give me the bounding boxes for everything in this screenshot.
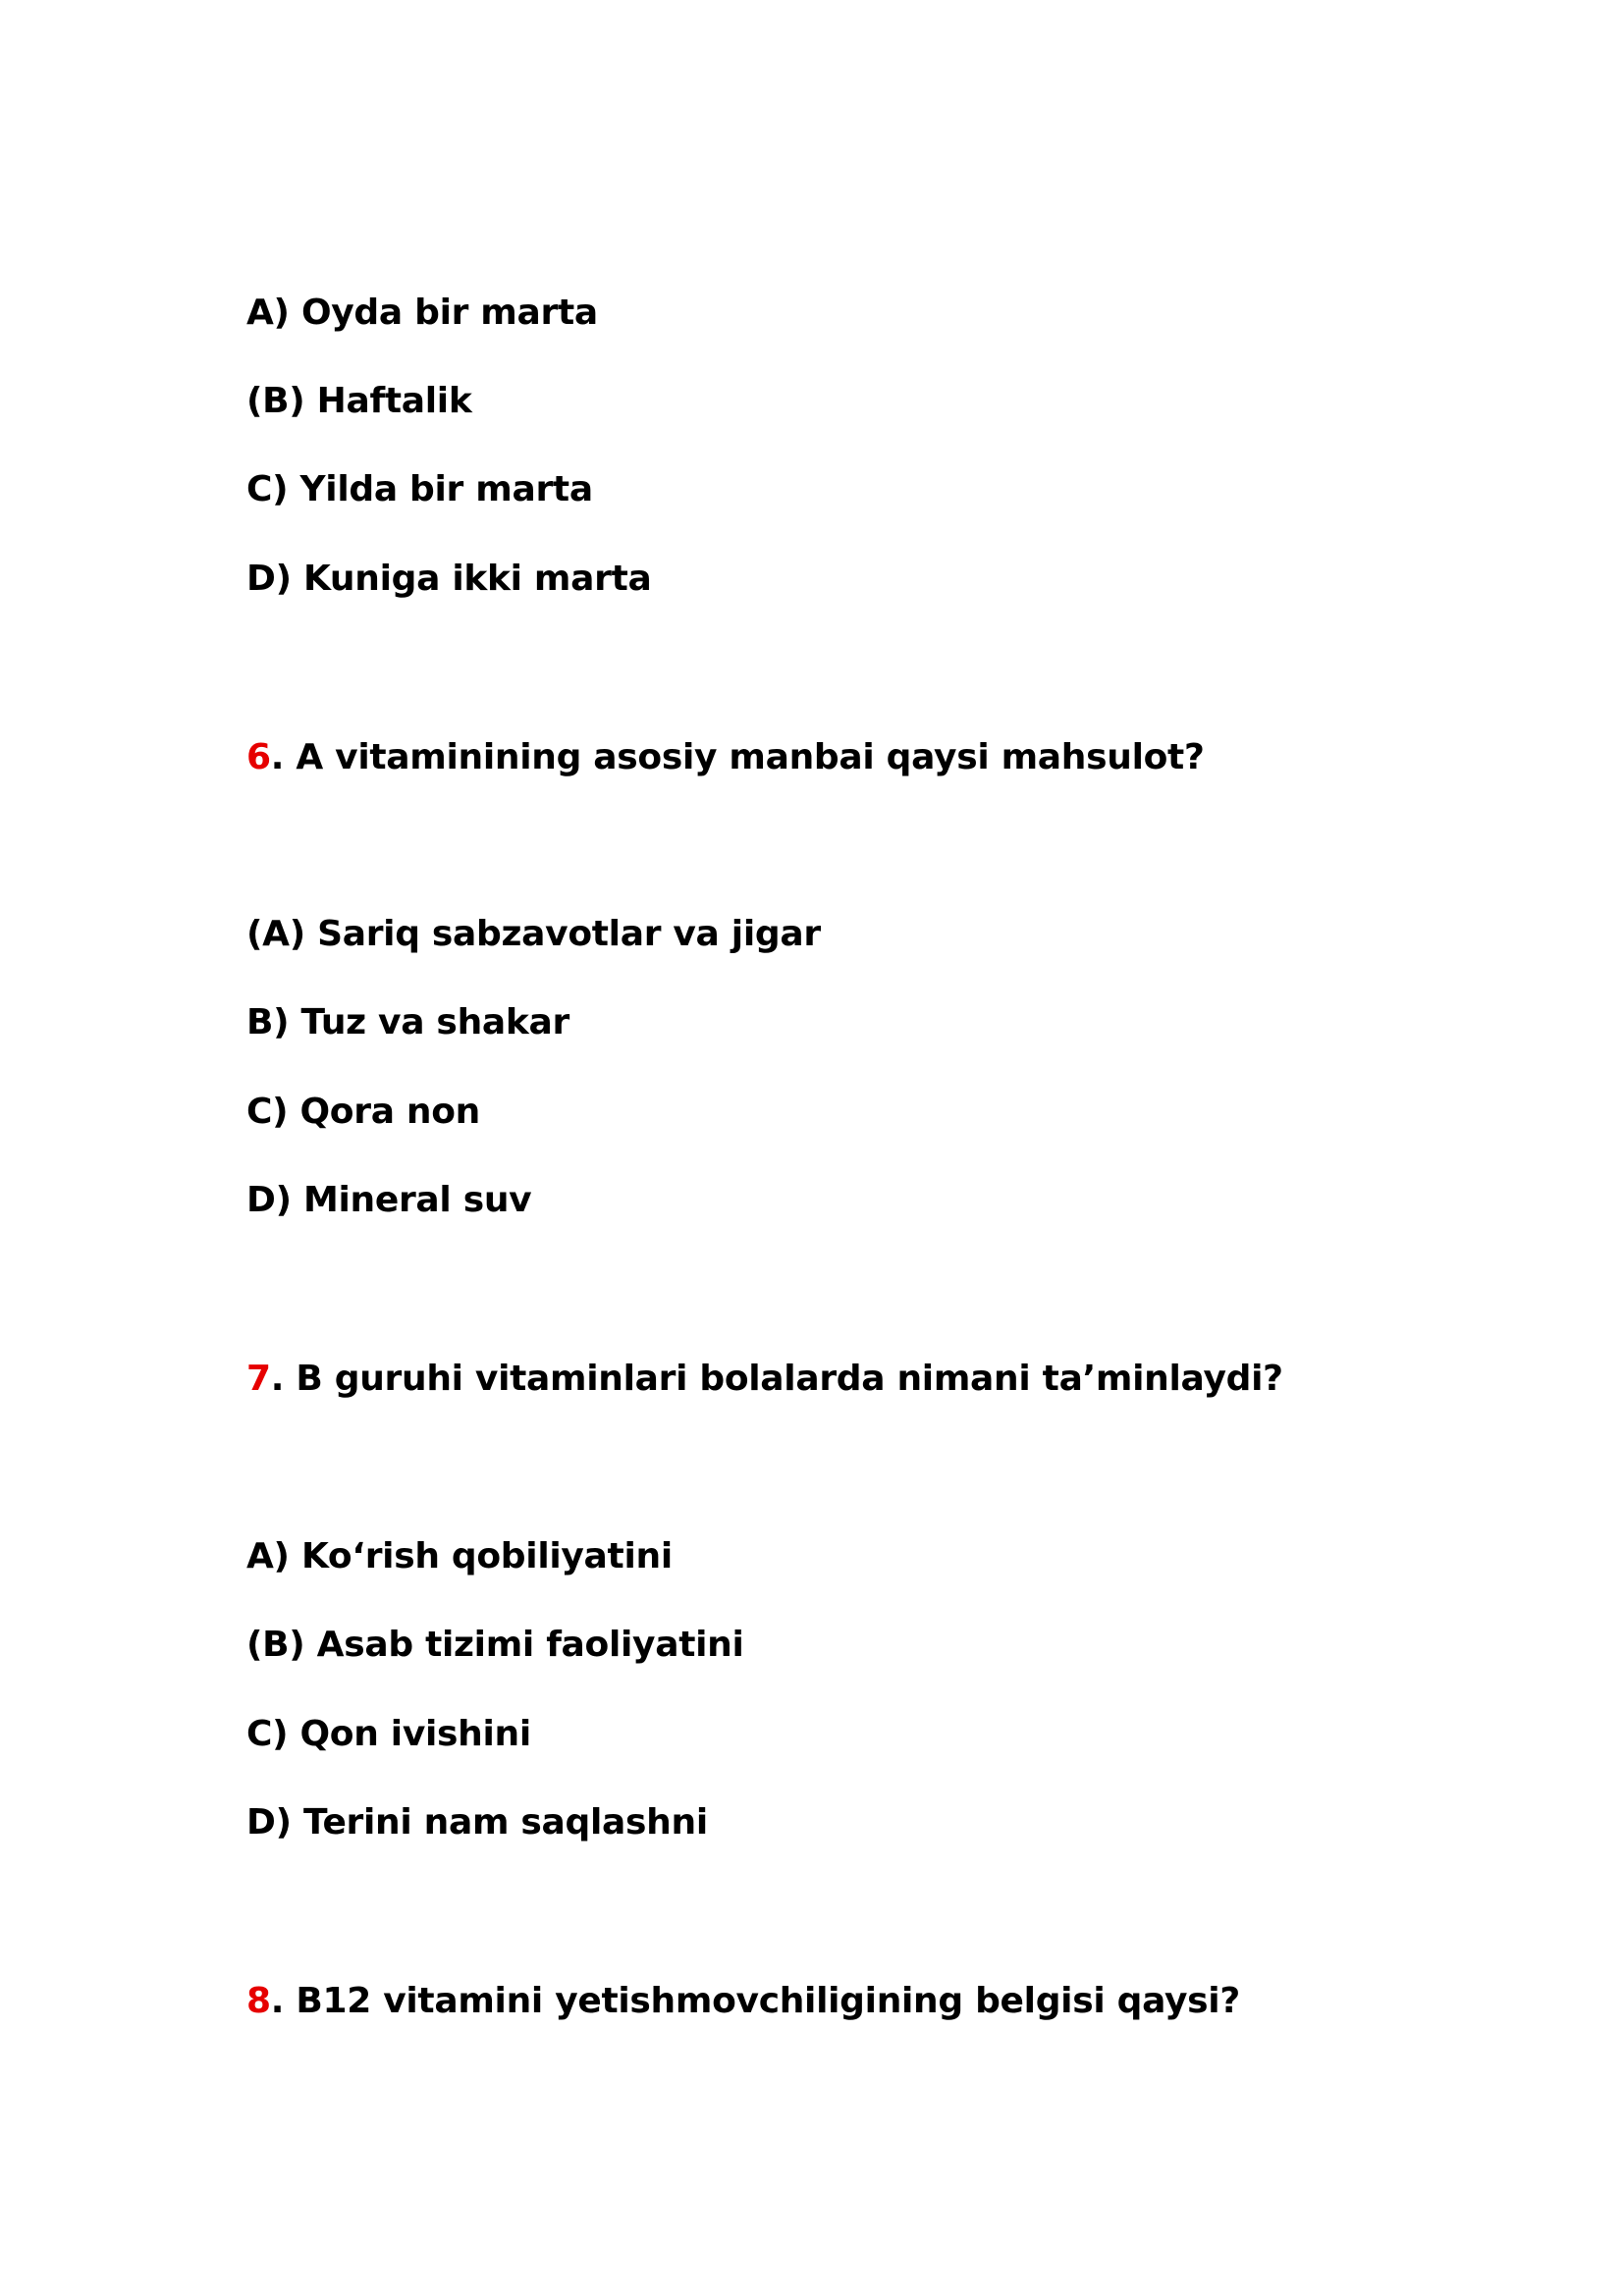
question-7	[246, 1358, 1283, 1401]
q6-option-b: B) Tuz va shakar	[246, 1002, 569, 1042]
question-number: 7	[246, 1359, 271, 1399]
option-c: C) Yilda bir marta	[246, 469, 593, 509]
question-8	[246, 1980, 1240, 2023]
option-a: A) Oyda bir marta	[246, 293, 598, 333]
q6-option-d: D) Mineral suv	[246, 1180, 532, 1220]
question-text: . A vitaminining asosiy manbai qaysi mahsulot?	[270, 737, 1205, 777]
question-number: 8	[246, 1981, 271, 2021]
option-b: (B) Haftalik	[246, 381, 472, 421]
q7-option-a: A) Ko‘rish qobiliyatini	[246, 1536, 673, 1576]
option-d: D) Kuniga ikki marta	[246, 559, 652, 599]
question-6	[246, 736, 1205, 779]
question-text: . B12 vitamini yetishmovchiligining belgisi qaysi?	[270, 1981, 1240, 2021]
question-text: . B guruhi vitaminlari bolalarda nimani ta’minlaydi?	[270, 1359, 1283, 1399]
q6-option-c: C) Qora non	[246, 1092, 481, 1132]
q7-option-b: (B) Asab tizimi faoliyatini	[246, 1625, 744, 1665]
q6-option-a: (A) Sariq sabzavotlar va jigar	[246, 914, 821, 954]
q7-option-c: C) Qon ivishini	[246, 1714, 531, 1754]
question-number: 6	[246, 737, 271, 777]
q7-option-d: D) Terini nam saqlashni	[246, 1802, 708, 1842]
